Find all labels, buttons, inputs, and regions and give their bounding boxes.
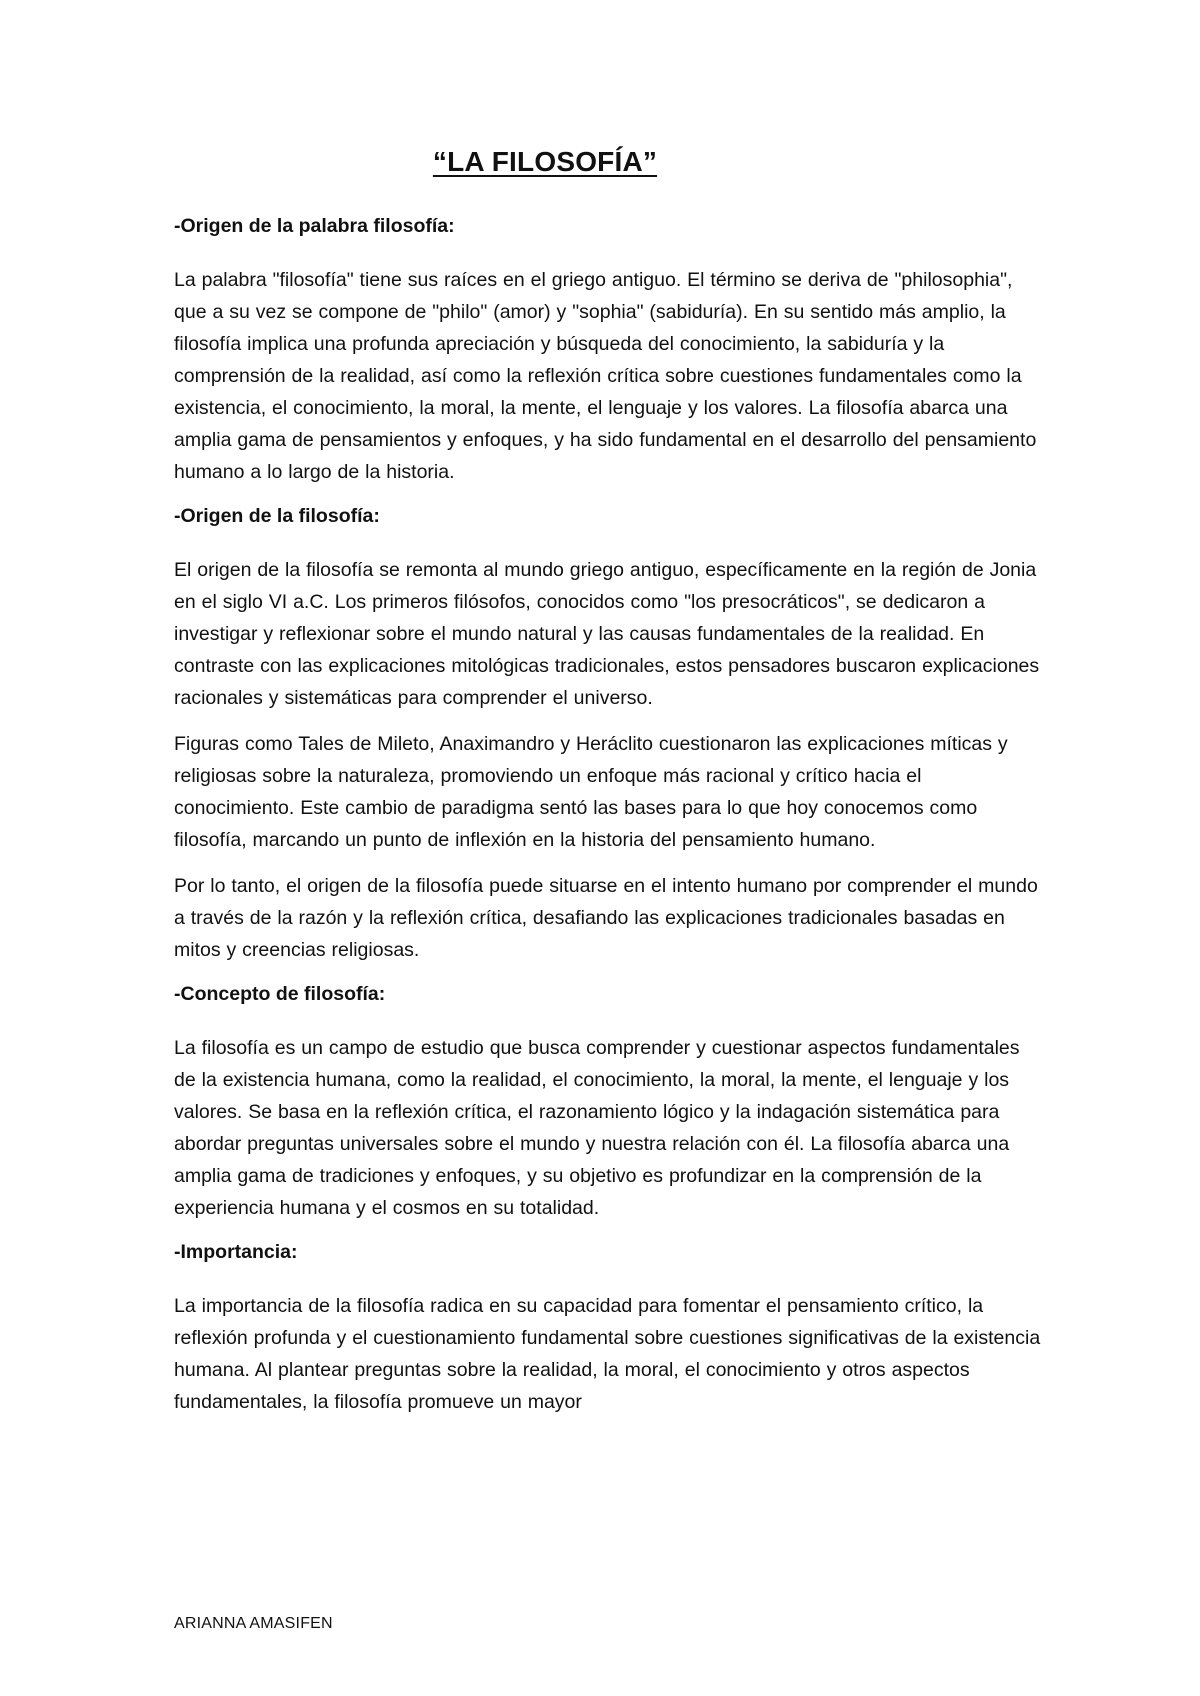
section-origen-filosofia	[174, 502, 1044, 966]
paragraph: La importancia de la filosofía radica en su capacidad para fomentar el pensamiento crítico, la reflexión profunda y el cuestionamiento fundamental sobre cuestiones significativas de la existencia humana. Al plantear preguntas sobre la realidad, la moral, el conocimiento y otros aspectos fundamentales, la filosofía promueve un mayor	[174, 1295, 1041, 1413]
page-footer: ARIANNA AMASIFEN	[174, 1615, 333, 1632]
section-importancia	[174, 1238, 1044, 1418]
paragraph: Figuras como Tales de Mileto, Anaximandro y Heráclito cuestionaron las explicaciones míticas y religiosas sobre la naturaleza, promoviendo un enfoque más racional y crítico hacia el conocimiento. Este cambio de paradigma sentó las bases para lo que hoy conocemos como filosofía, marcando un punto de inflexión en la historia del pensamiento humano.	[174, 733, 1008, 851]
document-title: “LA FILOSOFÍA”	[432, 146, 658, 177]
paragraph: La filosofía es un campo de estudio que busca comprender y cuestionar aspectos fundamentales de la existencia humana, como la realidad, el conocimiento, la moral, la mente, el lenguaje y los valores. Se basa en la reflexión crítica, el razonamiento lógico y la indagación sistemática para abordar preguntas universales sobre el mundo y nuestra relación con él. La filosofía abarca una amplia gama de tradiciones y enfoques, y su objetivo es profundizar en la comprensión de la experiencia humana y el cosmos en su totalidad.	[174, 1037, 1020, 1219]
paragraph: La palabra "filosofía" tiene sus raíces en el griego antiguo. El término se deriva de "philosophia", que a su vez se compone de "philo" (amor) y "sophia" (sabiduría). En su sentido más amplio, la filosofía implica una profunda apreciación y búsqueda del conocimiento, la sabiduría y la comprensión de la realidad, así como la reflexión crítica sobre cuestiones fundamentales como la existencia, el conocimiento, la moral, la mente, el lenguaje y los valores. La filosofía abarca una amplia gama de pensamientos y enfoques, y ha sido fundamental en el desarrollo del pensamiento humano a lo largo de la historia.	[174, 269, 1037, 483]
section-concepto	[174, 980, 1044, 1224]
section-heading: -Origen de la filosofía:	[174, 505, 380, 527]
paragraph: Por lo tanto, el origen de la filosofía puede situarse en el intento humano por comprender el mundo a través de la razón y la reflexión crítica, desafiando las explicaciones tradicionales basadas en mitos y creencias religiosas.	[174, 875, 1038, 961]
section-heading: -Importancia:	[174, 1241, 298, 1263]
document-body	[174, 212, 1044, 1432]
section-heading: -Concepto de filosofía:	[174, 983, 386, 1005]
section-heading: -Origen de la palabra filosofía:	[174, 215, 455, 237]
section-origen-palabra	[174, 212, 1044, 488]
paragraph: El origen de la filosofía se remonta al mundo griego antiguo, específicamente en la región de Jonia en el siglo VI a.C. Los primeros filósofos, conocidos como "los presocráticos", se dedicaron a investigar y reflexionar sobre el mundo natural y las causas fundamentales de la realidad. En contraste con las explicaciones mitológicas tradicionales, estos pensadores buscaron explicaciones racionales y sistemáticas para comprender el universo.	[174, 559, 1040, 709]
